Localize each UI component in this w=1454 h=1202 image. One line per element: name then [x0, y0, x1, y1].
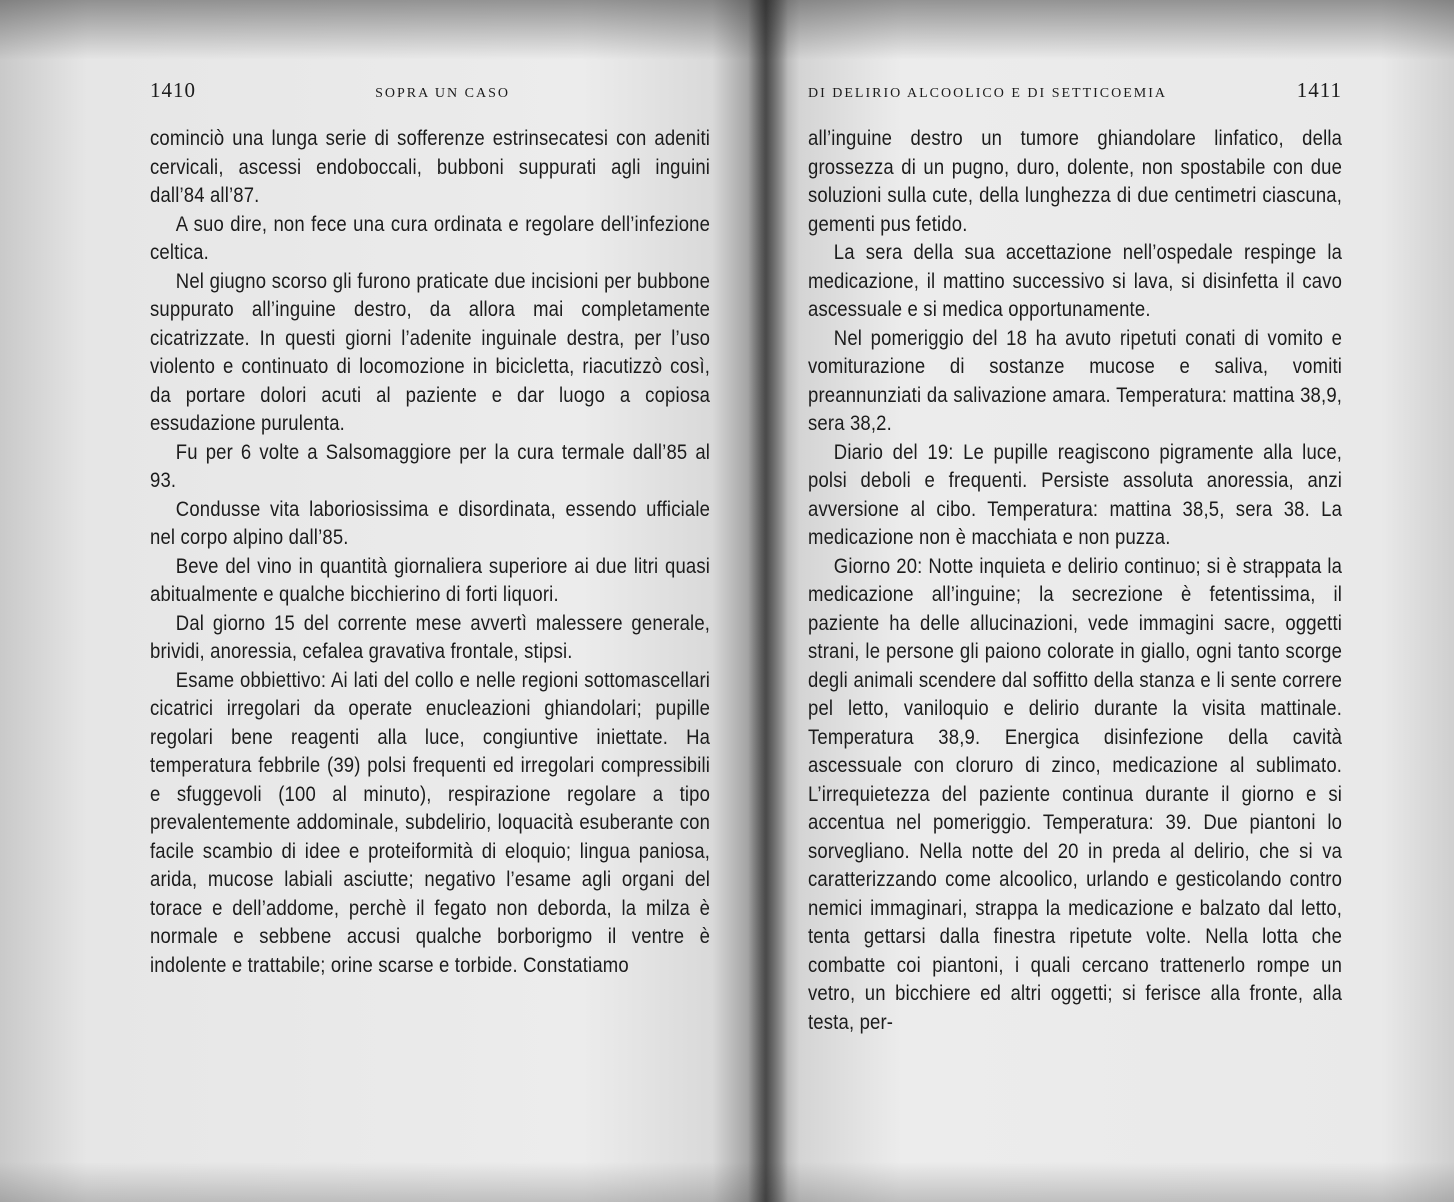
left-page-header — [150, 78, 710, 114]
top-shadow — [0, 0, 1454, 60]
paragraph: A suo dire, non fece una cura ordinata e regolare dell’infezione celtica. — [150, 211, 711, 264]
paragraph: Beve del vino in quantità giornaliera superiore ai due litri quasi abitualmente e qualche bicchierino di forti liquori. — [150, 553, 711, 606]
left-page — [150, 78, 710, 979]
paragraph: Nel giugno scorso gli furono praticate due incisioni per bubbone suppurato all’inguine destro, da allora mai completamente cicatrizzate. In questi giorni l’adenite inguinale destra, per l’uso violento e continuato di locomozione in bicicletta, riacutizzò così, da portare dolori acuti al paziente e dar luogo a copiosa essudazione purulenta. — [150, 268, 711, 435]
left-page-number: 1410 — [150, 78, 196, 102]
right-page-body — [808, 124, 1342, 1036]
book-gutter — [748, 0, 788, 1202]
paragraph: Dal giorno 15 del corrente mese avvertì malessere generale, brividi, anoressia, cefalea gravativa frontale, stipsi. — [150, 610, 711, 663]
right-running-head: DI DELIRIO ALCOOLICO E DI SETTICOEMIA — [808, 86, 1168, 101]
right-page-number: 1411 — [1296, 78, 1342, 102]
left-running-head: SOPRA UN CASO — [375, 86, 510, 101]
right-page-header — [808, 78, 1342, 114]
left-page-body — [150, 124, 710, 979]
paragraph: cominciò una lunga serie di sofferenze estrinsecatesi con adeniti cervicali, ascessi endoboccali, bubboni suppurati agli inguini dall’84 all’87. — [150, 126, 711, 207]
paragraph: Nel pomeriggio del 18 ha avuto ripetuti conati di vomito e vomiturazione di sostanze mucose e saliva, vomiti preannunziati da salivazione amara. Temperatura: mattina 38,9, sera 38,2. — [808, 325, 1343, 435]
paragraph: Esame obbiettivo: Ai lati del collo e nelle regioni sottomascellari cicatrici irregolari da operate enucleazioni ghiandolari; pupille regolari bene reagenti alla luce, congiuntive iniettate. Ha temperatura febbrile (39) polsi frequenti ed irregolari compressibili e sfuggevoli (100 al minuto), respirazione regolare a tipo prevalentemente addominale, subdelirio, loquacità esuberante con facile scambio di idee e proteiformità di eloquio; lingua paniosa, arida, mucose labiali asciutte; negativo l’esame agli organi del torace e dell’addome, perchè il fegato non deborda, la milza è normale e sebbene accusi qualche borborigmo il ventre è indolente e trattabile; orine scarse e torbide. Constatiamo — [150, 667, 711, 977]
paragraph: Diario del 19: Le pupille reagiscono pigramente alla luce, polsi deboli e frequenti. Persiste assoluta anoressia, anzi avversione al cibo. Temperatura: mattina 38,5, sera 38. La medicazione non è macchiata e non puzza. — [808, 439, 1343, 549]
paragraph: La sera della sua accettazione nell’ospedale respinge la medicazione, il mattino successivo si lava, si disinfetta il cavo ascessuale e si medica opportunamente. — [808, 240, 1343, 321]
bottom-shadow — [0, 1162, 1454, 1202]
paragraph: all’inguine destro un tumore ghiandolare linfatico, della grossezza di un pugno, duro, dolente, non spostabile con due soluzioni sulla cute, della lunghezza di due centimetri ciascuna, gementi pus fetido. — [808, 126, 1343, 236]
paragraph: Fu per 6 volte a Salsomaggiore per la cura termale dall’85 al 93. — [150, 439, 711, 492]
paragraph: Condusse vita laboriosissima e disordinata, essendo ufficiale nel corpo alpino dall’85. — [150, 496, 711, 549]
paragraph: Giorno 20: Notte inquieta e delirio continuo; si è strappata la medicazione all’inguine; la secrezione è fetentissima, il paziente ha delle allucinazioni, vede immagini sacre, oggetti strani, le persone gli paiono colorate in giallo, ogni tanto scorge degli animali scendere dal soffitto della stanza e li sente correre pel letto, vaniloquio e delirio durante la visita mattinale. Temperatura 38,9. Energica disinfezione della cavità ascessuale con cloruro di zinco, medicazione al sublimato. L’irrequietezza del paziente continua durante il giorno e si accentua nel pomeriggio. Temperatura: 39. Due piantoni lo sorvegliano. Nella notte del 20 in preda al delirio, che si va caratterizzando come alcoolico, urlando e gesticolando contro nemici immaginari, strappa la medicazione e balzato dal letto, tenta gettarsi dalla finestra ripetute volte. Nella lotta che combatte coi piantoni, i quali cercano trattenerlo rompe un vetro, un bicchiere ed altri oggetti; si ferisce alla fronte, alla testa, per- — [808, 553, 1343, 1034]
right-page — [808, 78, 1342, 1036]
